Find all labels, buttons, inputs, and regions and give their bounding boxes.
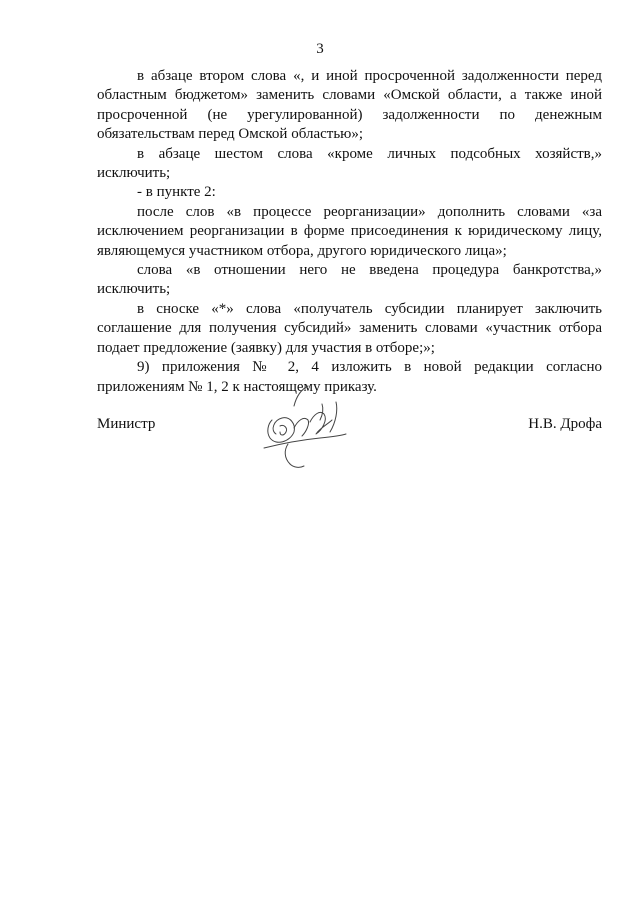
paragraph-5: слова «в отношении него не введена процедура банкротства,» исключить; (97, 262, 602, 298)
paragraph-1: в абзаце втором слова «, и иной просроченной задолженности перед областным бюджетом» заменить словами «Омской области, а также иной просроченной (не урегулированной) задолженности по денежным обязательствам перед Омской областью»; (97, 68, 602, 143)
signatory-name: Н.В. Дрофа (528, 416, 602, 432)
paragraph-6: в сноске «*» слова «получатель субсидии планирует заключить соглашение для получения субсидий» заменить словами «участник отбора подает предложение (заявку) для участия в отборе;»; (97, 300, 602, 356)
paragraph-2: в абзаце шестом слова «кроме личных подсобных хозяйств,» исключить; (97, 145, 602, 182)
paragraph-3: - в пункте 2: (137, 184, 216, 201)
paragraph-7: 9) приложения № 2, 4 изложить в новой редакции согласно приложениям № 1, 2 к настоящему приказу. (97, 359, 602, 395)
page-number: 3 (316, 41, 324, 57)
document-body (97, 67, 602, 397)
paragraph-4: после слов «в процессе реорганизации» дополнить словами «за исключением реорганизации в форме присоединения к юридическому лицу, являющемуся участником отбора, другого юридического лица»; (97, 203, 602, 259)
signatory-title: Министр (97, 416, 156, 432)
handwritten-signature-icon (250, 380, 360, 475)
